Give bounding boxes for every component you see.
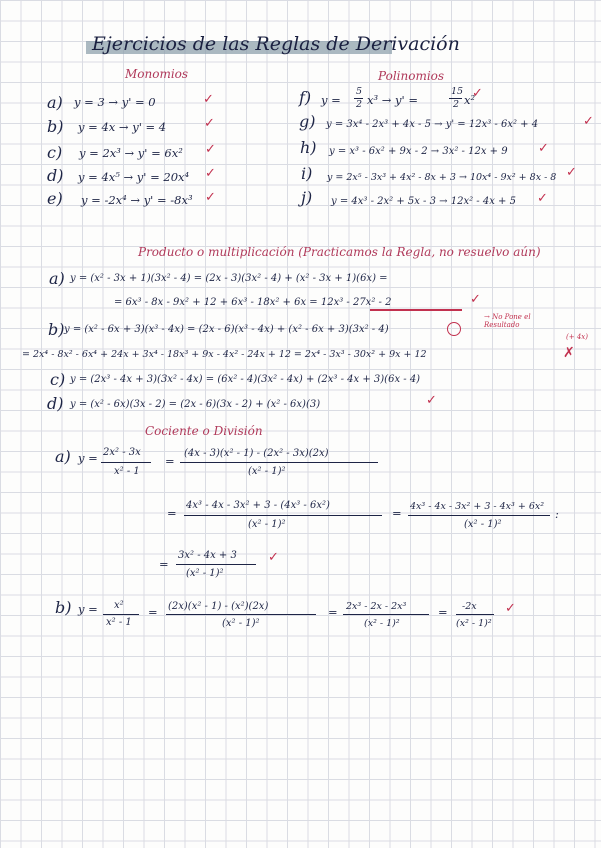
- fraction-denominator: (x² - 1)²: [186, 568, 224, 579]
- fraction-bar: [184, 515, 382, 516]
- fraction-denominator: (x² - 1)²: [248, 466, 286, 477]
- fraction-bar: [166, 614, 316, 615]
- fraction-denominator: (x² - 1)²: [456, 618, 492, 629]
- equals-sign: =: [148, 605, 158, 619]
- fraction-bar: [408, 515, 550, 516]
- heading-cociente: Cociente o División: [145, 424, 263, 438]
- item-label: h): [300, 138, 317, 157]
- equals-sign: =: [392, 506, 402, 520]
- heading-polinomios: Polinomios: [378, 69, 445, 83]
- item-label: c): [47, 143, 63, 162]
- fraction-numerator: 4x³ - 4x - 3x² + 3 - 4x³ + 6x²: [410, 501, 545, 512]
- item-expression: y = -2x⁴ → y' = -8x³: [81, 193, 193, 207]
- fraction-denominator: 2: [356, 99, 363, 110]
- check-icon: ✓: [204, 116, 215, 131]
- cross-icon: ✗: [563, 345, 575, 361]
- item-label: b): [47, 117, 64, 136]
- item-expression: y = (x² - 6x + 3)(x³ - 4x) = (2x - 6)(x³ - 4x) + (x² - 6x + 3)(3x² - 4): [64, 324, 389, 335]
- item-label: a): [55, 447, 71, 466]
- check-icon: ✓: [583, 114, 594, 129]
- fraction-numerator: 2x² - 3x: [103, 447, 141, 458]
- fraction-numerator: -2x: [462, 601, 477, 612]
- fraction-denominator: (x² - 1)²: [464, 519, 502, 530]
- item-label: c): [50, 370, 66, 389]
- equals-sign: =: [328, 605, 338, 619]
- item-label: b): [55, 598, 72, 617]
- item-expression: y = 4x⁵ → y' = 20x⁴: [78, 170, 190, 184]
- fraction-numerator: (2x)(x² - 1) - (x²)(2x): [168, 601, 269, 612]
- equals-sign: =: [165, 454, 175, 468]
- item-expression-mid: x³ → y' =: [367, 93, 418, 107]
- item-label: b): [48, 320, 65, 339]
- equals-sign: =: [159, 557, 169, 571]
- item-expression: y = x³ - 6x² + 9x - 2 → 3x² - 12x + 9: [329, 146, 508, 157]
- item-expression: y = (x² - 6x)(3x - 2) = (2x - 6)(3x - 2) + (x² - 6x)(3): [70, 399, 321, 410]
- heading-producto: Producto o multiplicación (Practicamos la Regla, no resuelvo aún): [138, 245, 541, 259]
- item-expression: y = 2x³ → y' = 6x²: [79, 146, 183, 160]
- page-title: Ejercicios de las Reglas de Derivación: [92, 33, 460, 55]
- item-expression-result: = 2x⁴ - 8x² - 6x⁴ + 24x + 3x⁴ - 18x³ + 9x - 4x² - 24x + 12 = 2x⁴ - 3x³ - 30x² + 9x + 12: [22, 349, 427, 360]
- item-label: f): [299, 88, 312, 107]
- fraction-denominator: (x² - 1)²: [222, 618, 260, 629]
- fraction-numerator: 2x³ - 2x - 2x³: [346, 601, 407, 612]
- item-expression: y = 4x³ - 2x² + 5x - 3 → 12x² - 4x + 5: [331, 196, 516, 207]
- check-icon: ✓: [205, 142, 216, 157]
- check-icon: ✓: [470, 292, 481, 307]
- fraction-numerator: 15: [451, 86, 464, 97]
- fraction-numerator: 3x² - 4x + 3: [178, 550, 237, 561]
- correction-circle: [447, 322, 461, 336]
- y-equals: y =: [78, 451, 98, 465]
- fraction-numerator: x²: [114, 600, 124, 611]
- check-icon: ✓: [205, 166, 216, 181]
- item-expression: y = 2x⁵ - 3x³ + 4x² - 8x + 3 → 10x⁴ - 9x² + 8x - 8: [327, 172, 557, 183]
- item-expression-result: = 6x³ - 8x - 9x² + 12 + 6x³ - 18x² + 6x = 12x³ - 27x² - 2: [114, 297, 392, 308]
- check-icon: ✓: [538, 141, 549, 156]
- check-icon: ✓: [426, 393, 437, 408]
- correction-note: → No Pone el Resultado: [484, 313, 531, 329]
- item-label: g): [299, 112, 316, 131]
- item-label: d): [47, 166, 64, 185]
- fraction-denominator: x² - 1: [114, 466, 140, 477]
- check-icon: ✓: [537, 191, 548, 206]
- fraction-denominator: x² - 1: [106, 617, 132, 628]
- fraction-numerator: 5: [356, 86, 363, 97]
- check-icon: ✓: [472, 86, 483, 101]
- fraction-denominator: (x² - 1)²: [248, 519, 286, 530]
- fraction-numerator: (4x - 3)(x² - 1) - (2x² - 3x)(2x): [184, 448, 329, 459]
- item-expression-start: y =: [321, 93, 341, 107]
- fraction-bar: [180, 462, 378, 463]
- item-expression: y = (2x³ - 4x + 3)(3x² - 4x) = (6x² - 4)(3x² - 4x) + (2x³ - 4x + 3)(6x - 4): [70, 374, 421, 385]
- item-label: e): [47, 189, 63, 208]
- item-expression: y = 4x → y' = 4: [78, 120, 167, 134]
- y-equals: y =: [78, 602, 98, 616]
- fraction-bar: [343, 614, 429, 615]
- check-icon: ✓: [505, 601, 516, 616]
- fraction-bar: [456, 614, 494, 615]
- fraction-bar: [101, 462, 151, 463]
- fraction-denominator: 2: [453, 99, 460, 110]
- equals-sign: =: [438, 605, 448, 619]
- item-expression: y = 3x⁴ - 2x³ + 4x - 5 → y' = 12x³ - 6x² + 4: [326, 119, 539, 130]
- check-icon: ✓: [203, 92, 214, 107]
- check-icon: ✓: [268, 550, 279, 565]
- item-expression: y = (x² - 3x + 1)(3x² - 4) = (2x - 3)(3x² - 4) + (x² - 3x + 1)(6x) =: [70, 273, 388, 284]
- item-label: d): [47, 394, 64, 413]
- item-label: i): [301, 164, 313, 183]
- item-label: j): [301, 188, 313, 207]
- result-underline: [370, 309, 462, 311]
- check-icon: ✓: [205, 190, 216, 205]
- item-expression: y = 3 → y' = 0: [74, 95, 156, 109]
- heading-monomios: Monomios: [125, 67, 189, 81]
- item-label: a): [49, 269, 65, 288]
- item-expression-end: x²: [464, 93, 476, 107]
- fraction-numerator: 4x³ - 4x - 3x² + 3 - (4x³ - 6x²): [186, 500, 330, 511]
- item-label: a): [47, 93, 63, 112]
- fraction-bar: [176, 564, 256, 565]
- fraction-denominator: (x² - 1)²: [364, 618, 400, 629]
- correction-side-note: (+ 4x): [566, 333, 588, 341]
- continuation-colon: :: [555, 507, 559, 521]
- equals-sign: =: [167, 506, 177, 520]
- check-icon: ✓: [566, 165, 577, 180]
- fraction-bar: [103, 614, 139, 615]
